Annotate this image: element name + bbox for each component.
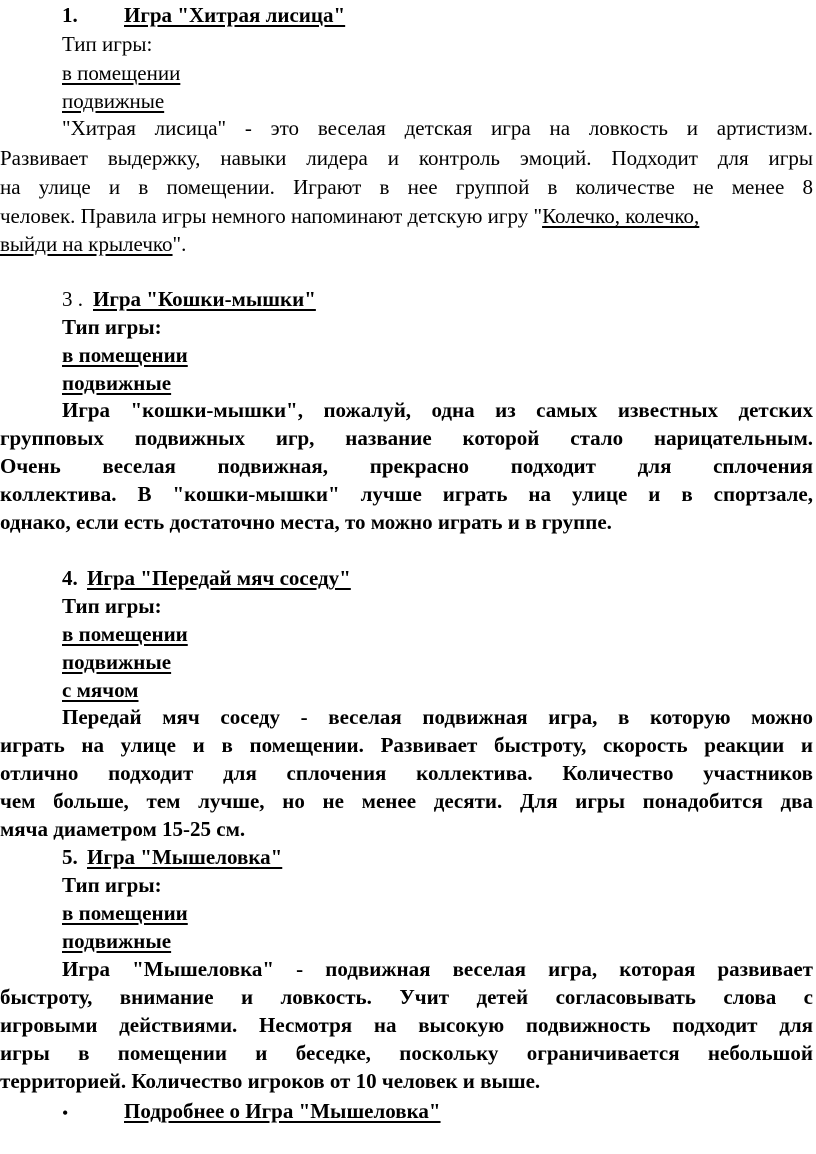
game4-tag-active[interactable]: подвижные	[62, 650, 172, 674]
game1-desc-line: Развивает выдержку, навыки лидера и контроль эмоций. Подходит для игры	[0, 146, 813, 170]
game3-number: 3 .	[62, 287, 83, 311]
game1-title[interactable]: Игра "Хитрая лисица"	[124, 3, 346, 27]
game3-desc-line: коллектива. В "кошки-мышки" лучше играть на улице и в спортзале,	[0, 482, 813, 506]
game5-desc-line: территорией. Количество игроков от 10 человек и выше.	[0, 1069, 541, 1093]
game4-desc-line: мяча диаметром 15-25 см.	[0, 817, 246, 841]
game3-tag-active[interactable]: подвижные	[62, 371, 172, 395]
game3-title[interactable]: Игра "Кошки-мышки"	[93, 287, 316, 311]
game4-tag-ball[interactable]: с мячом	[62, 678, 139, 702]
game4-type-label: Тип игры:	[62, 594, 162, 618]
game3-desc-line: Очень веселая подвижная, прекрасно подходит для сплочения	[0, 454, 813, 478]
game3-type-label: Тип игры:	[62, 315, 162, 339]
game1-tag-indoor[interactable]: в помещении	[62, 61, 181, 85]
game3-desc-line: однако, если есть достаточно места, то можно играть и в группе.	[0, 510, 612, 534]
game1-number: 1.	[62, 3, 78, 27]
game5-desc-line: быстроту, внимание и ловкость. Учит детей согласовывать слова с	[0, 985, 813, 1009]
game5-title[interactable]: Игра "Мышеловка"	[87, 845, 283, 869]
game4-tag-indoor[interactable]: в помещении	[62, 622, 188, 646]
more-link[interactable]: Подробнее о Игра "Мышеловка"	[124, 1099, 441, 1123]
game1-tag-active[interactable]: подвижные	[62, 89, 165, 113]
game3-desc-line: групповых подвижных игр, название которой стало нарицательным.	[0, 426, 813, 450]
game5-tag-active[interactable]: подвижные	[62, 929, 172, 953]
game4-desc-line: Передай мяч соседу - веселая подвижная игра, в которую можно	[62, 705, 813, 729]
game5-tag-indoor[interactable]: в помещении	[62, 901, 188, 925]
bullet-icon: •	[62, 1103, 69, 1123]
game5-desc-line: игры в помещении и беседке, поскольку ограничивается небольшой	[0, 1041, 813, 1065]
game1-desc-line: на улице и в помещении. Играют в нее группой в количестве не менее 8	[0, 175, 813, 199]
game3-desc-line: Игра "кошки-мышки", пожалуй, одна из самых известных детских	[62, 398, 813, 422]
game1-link-kolechko[interactable]: Колечко, колечко,	[542, 204, 700, 228]
game4-desc-line: отлично подходит для сплочения коллектива. Количество участников	[0, 761, 813, 785]
game5-desc-line: Игра "Мышеловка" - подвижная веселая игра, которая развивает	[62, 957, 813, 981]
game1-link-kolechko-cont[interactable]: выйди на крылечко	[0, 232, 173, 256]
game5-type-label: Тип игры:	[62, 873, 162, 897]
game4-desc-line: чем больше, тем лучше, но не менее десяти. Для игры понадобится два	[0, 789, 813, 813]
game5-desc-line: игровыми действиями. Несмотря на высокую подвижность подходит для	[0, 1013, 813, 1037]
game1-desc-line: выйди на крылечко".	[0, 232, 187, 256]
game4-number: 4.	[62, 566, 78, 590]
game1-type-label: Тип игры:	[62, 32, 153, 56]
game3-tag-indoor[interactable]: в помещении	[62, 343, 188, 367]
game4-title[interactable]: Игра "Передай мяч соседу"	[87, 566, 351, 590]
game1-desc-line: "Хитрая лисица" - это веселая детская игра на ловкость и артистизм.	[62, 116, 813, 140]
game5-number: 5.	[62, 845, 78, 869]
game1-desc-line: человек. Правила игры немного напоминают детскую игру "Колечко, колечко,	[0, 204, 700, 228]
game4-desc-line: играть на улице и в помещении. Развивает быстроту, скорость реакции и	[0, 733, 813, 757]
